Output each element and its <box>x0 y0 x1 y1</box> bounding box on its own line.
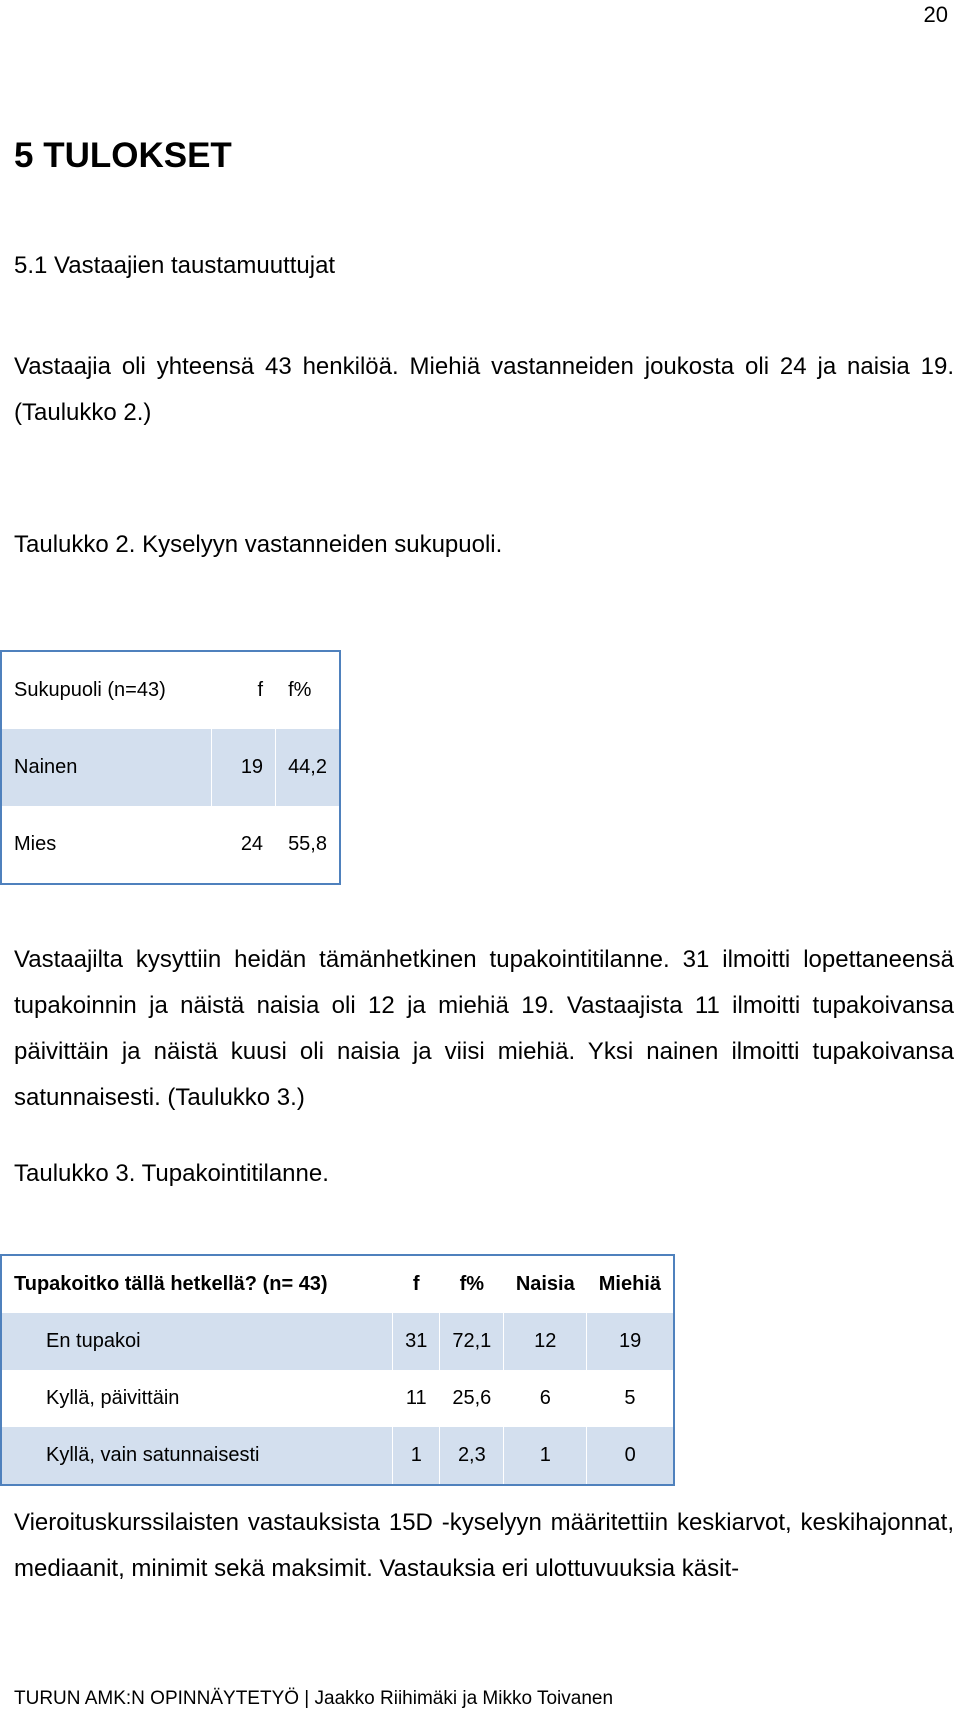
section-title: 5.1 Vastaajien taustamuuttujat <box>14 252 336 279</box>
table-row <box>1 1370 674 1427</box>
table-cell: 55,8 <box>288 833 327 855</box>
table-header-cell: f% <box>288 679 312 701</box>
table-cell: Nainen <box>1 729 211 806</box>
table-cell: Mies <box>14 833 57 855</box>
footer: TURUN AMK:N OPINNÄYTETYÖ | Jaakko Riihimäki ja Mikko Toivanen <box>14 1688 614 1709</box>
table-header-cell: f <box>412 1273 420 1295</box>
table-header-cell: f% <box>459 1273 485 1295</box>
paragraph-respondents: Vastaajia oli yhteensä 43 henkilöä. Miehiä vastanneiden joukosta oli 24 ja naisia 19. (Taulukko 2.) <box>14 353 954 426</box>
table-header-row <box>1 1255 674 1313</box>
table-row <box>1 1313 674 1370</box>
table-cell: 19 <box>587 1313 674 1370</box>
table-cell: 31 <box>393 1313 440 1370</box>
table-row <box>1 1427 674 1485</box>
page-number: 20 <box>923 2 948 27</box>
table-cell: 5 <box>624 1387 636 1409</box>
table-cell: 1 <box>504 1427 587 1485</box>
table-cell: 2,3 <box>440 1427 504 1485</box>
table-cell: 19 <box>211 729 275 806</box>
gender-table <box>0 650 341 885</box>
table-cell: 44,2 <box>276 729 340 806</box>
smoking-table <box>0 1254 675 1486</box>
table3-caption: Taulukko 3. Tupakointitilanne. <box>14 1160 329 1187</box>
paragraph-15d: Vieroituskurssilaisten vastauksista 15D -kyselyyn määritettiin keskiarvot, keskihajonnat, mediaanit, minimit sekä maksimit. Vastauksia eri ulottuvuuksia käsit- <box>14 1509 954 1582</box>
table-cell: 1 <box>393 1427 440 1485</box>
table-row <box>1 729 340 806</box>
table2-caption: Taulukko 2. Kyselyyn vastanneiden sukupuoli. <box>14 531 503 558</box>
chapter-title: 5 TULOKSET <box>14 136 232 175</box>
table-header-cell: Sukupuoli (n=43) <box>14 679 166 701</box>
paragraph-smoking: Vastaajilta kysyttiin heidän tämänhetkinen tupakointitilanne. 31 ilmoitti lopettaneensä tupakoinnin ja näistä naisia oli 12 ja miehiä 19. Vastaajista 11 ilmoitti tupakoivansa päivittäin ja näistä kuusi oli naisia ja viisi miehiä. Yksi nainen ilmoitti tupakoivansa satunnaisesti. (Taulukko 3.) <box>14 946 954 1111</box>
table-row <box>1 806 340 884</box>
table-cell: 12 <box>504 1313 587 1370</box>
table-header-cell: Miehiä <box>598 1273 661 1295</box>
table-cell: 25,6 <box>452 1387 492 1409</box>
table-cell: En tupakoi <box>1 1313 393 1370</box>
table-cell: 11 <box>405 1387 427 1409</box>
table-cell: 0 <box>587 1427 674 1485</box>
table-cell: Kyllä, vain satunnaisesti <box>1 1427 393 1485</box>
table-header-cell: Naisia <box>515 1273 575 1295</box>
table-header-cell: f <box>211 651 275 729</box>
table-cell: 72,1 <box>440 1313 504 1370</box>
table-header-row <box>1 651 340 729</box>
table-cell: 24 <box>211 806 275 884</box>
table-cell: Kyllä, päivittäin <box>46 1387 180 1409</box>
table-cell: 6 <box>539 1387 551 1409</box>
table-header-cell: Tupakoitko tällä hetkellä? (n= 43) <box>14 1273 328 1295</box>
